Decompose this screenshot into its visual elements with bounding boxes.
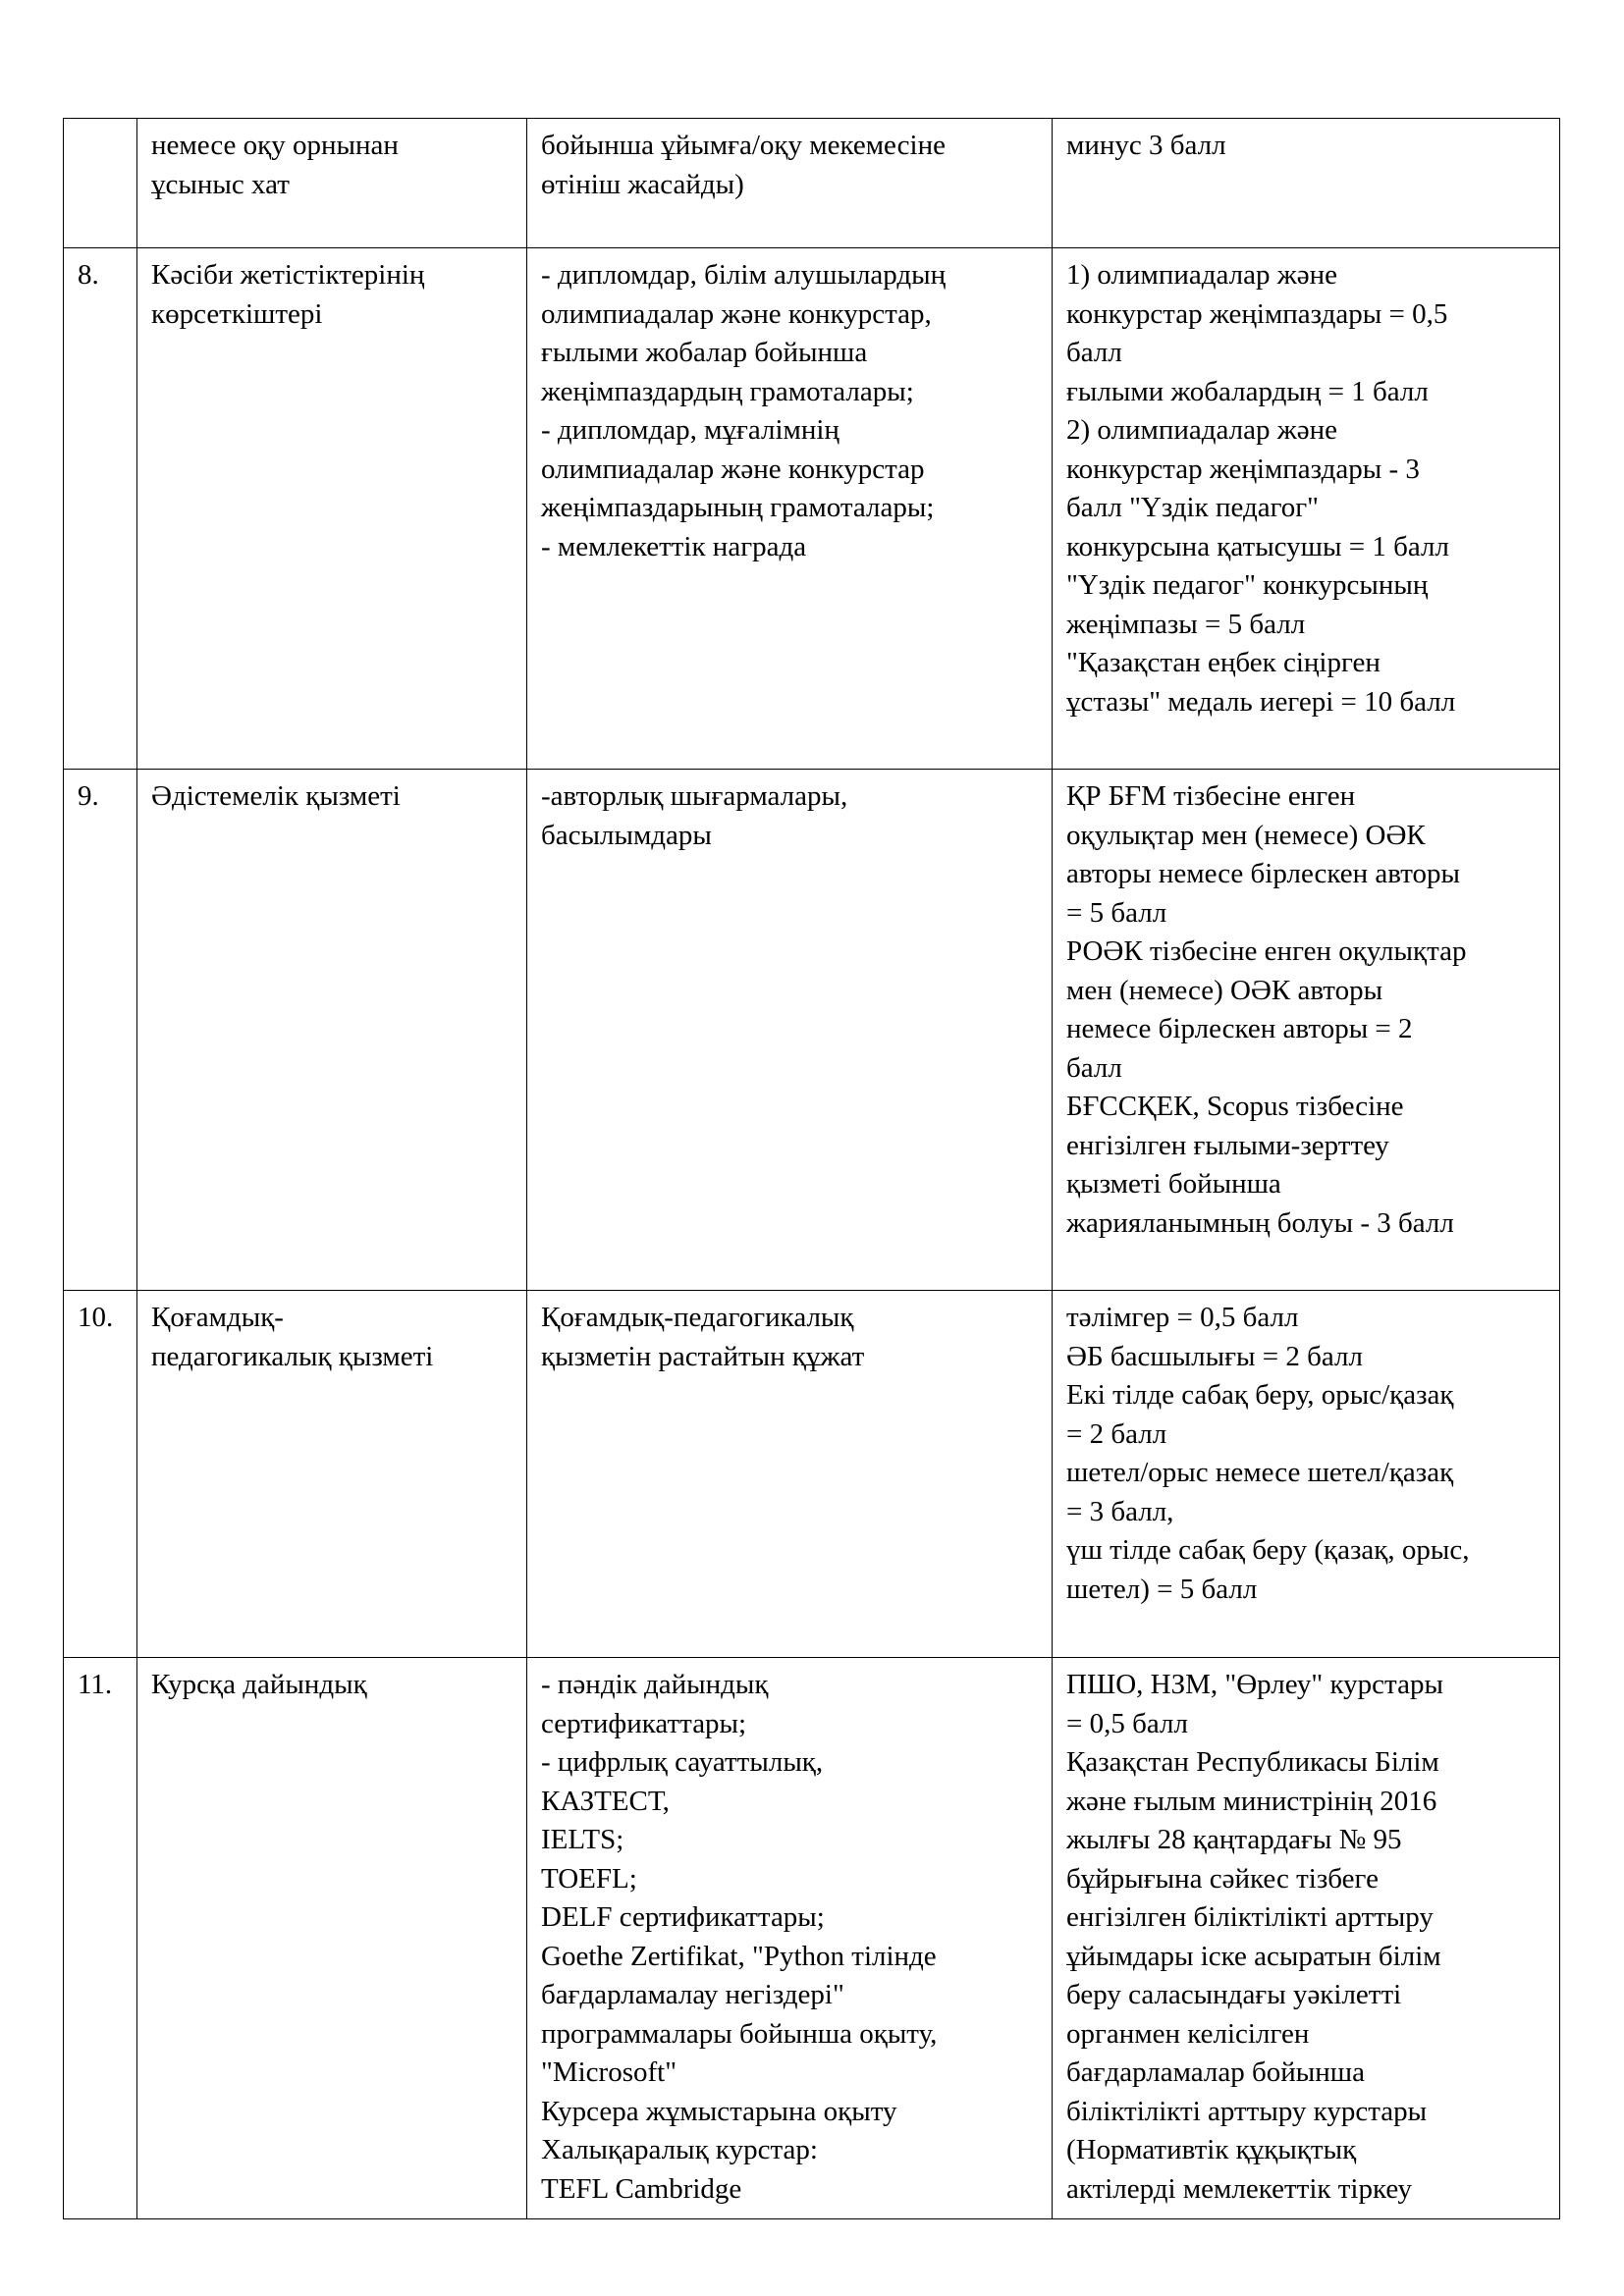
row-number-cell: 11. <box>64 1658 137 2219</box>
documents-cell: Қоғамдық-педагогикалық қызметін растайтын құжат <box>527 1291 1053 1658</box>
points-cell: ҚР БҒМ тізбесіне енген оқулықтар мен (немесе) ОӘК авторы немесе бірлескен авторы = 5 балл РОӘК тізбесіне енген оқулықтар мен (немесе) ОӘК авторы немесе бірлескен авторы = 2 балл БҒССҚЕК, Scopus тізбесіне енгізілген ғылыми-зерттеу қызметі бойынша жарияланымның болуы - 3 балл <box>1053 770 1560 1291</box>
documents-cell: -авторлық шығармалары, басылымдары <box>527 770 1053 1291</box>
criterion-cell: Курсқа дайындық <box>137 1658 527 2219</box>
table-row <box>64 1291 1560 1658</box>
criterion-cell: Кәсіби жетістіктерінің көрсеткіштері <box>137 248 527 770</box>
documents-cell: - дипломдар, білім алушылардың олимпиадалар және конкурстар, ғылыми жобалар бойынша жеңімпаздардың грамоталары; - дипломдар, мұғалімнің олимпиадалар және конкурстар жеңімпаздарының грамоталары; - мемлекеттік награда <box>527 248 1053 770</box>
documents-cell: - пәндік дайындық сертификаттары; - цифрлық сауаттылық, КАЗТЕСТ, IELTS; TOEFL; DELF сертификаттары; Goethe Zertifikat, "Python тілінде бағдарламалау негіздері" программалары бойынша оқыту, "Microsoft" Курсера жұмыстарына оқыту Халықаралық курстар: TEFL Cambridge <box>527 1658 1053 2219</box>
points-cell: 1) олимпиадалар және конкурстар жеңімпаздары = 0,5 балл ғылыми жобалардың = 1 балл 2) олимпиадалар және конкурстар жеңімпаздары - 3 балл "Үздік педагог" конкурсына қатысушы = 1 балл "Үздік педагог" конкурсының жеңімпазы = 5 балл "Қазақстан еңбек сіңірген ұстазы" медаль иегері = 10 балл <box>1053 248 1560 770</box>
row-number-cell: 10. <box>64 1291 137 1658</box>
table-row <box>64 248 1560 770</box>
points-cell: минус 3 балл <box>1053 119 1560 248</box>
table-row <box>64 1658 1560 2219</box>
row-number-cell: 8. <box>64 248 137 770</box>
documents-cell: бойынша ұйымға/оқу мекемесіне өтініш жасайды) <box>527 119 1053 248</box>
table-row <box>64 119 1560 248</box>
criteria-table <box>63 118 1560 2219</box>
row-number-cell <box>64 119 137 248</box>
criterion-cell: немесе оқу орнынан ұсыныс хат <box>137 119 527 248</box>
criterion-cell: Әдістемелік қызметі <box>137 770 527 1291</box>
row-number-cell: 9. <box>64 770 137 1291</box>
criterion-cell: Қоғамдық- педагогикалық қызметі <box>137 1291 527 1658</box>
points-cell: тәлімгер = 0,5 балл ӘБ басшылығы = 2 балл Екі тілде сабақ беру, орыс/қазақ = 2 балл шетел/орыс немесе шетел/қазақ = 3 балл, үш тілде сабақ беру (қазақ, орыс, шетел) = 5 балл <box>1053 1291 1560 1658</box>
table-row <box>64 770 1560 1291</box>
points-cell: ПШО, НЗМ, "Өрлеу" курстары = 0,5 балл Қазақстан Республикасы Білім және ғылым министрінің 2016 жылғы 28 қаңтардағы № 95 бұйрығына сәйкес тізбеге енгізілген біліктілікті арттыру ұйымдары іске асыратын білім беру саласындағы уәкілетті органмен келісілген бағдарламалар бойынша біліктілікті арттыру курстары (Нормативтік құқықтық актілерді мемлекеттік тіркеу <box>1053 1658 1560 2219</box>
